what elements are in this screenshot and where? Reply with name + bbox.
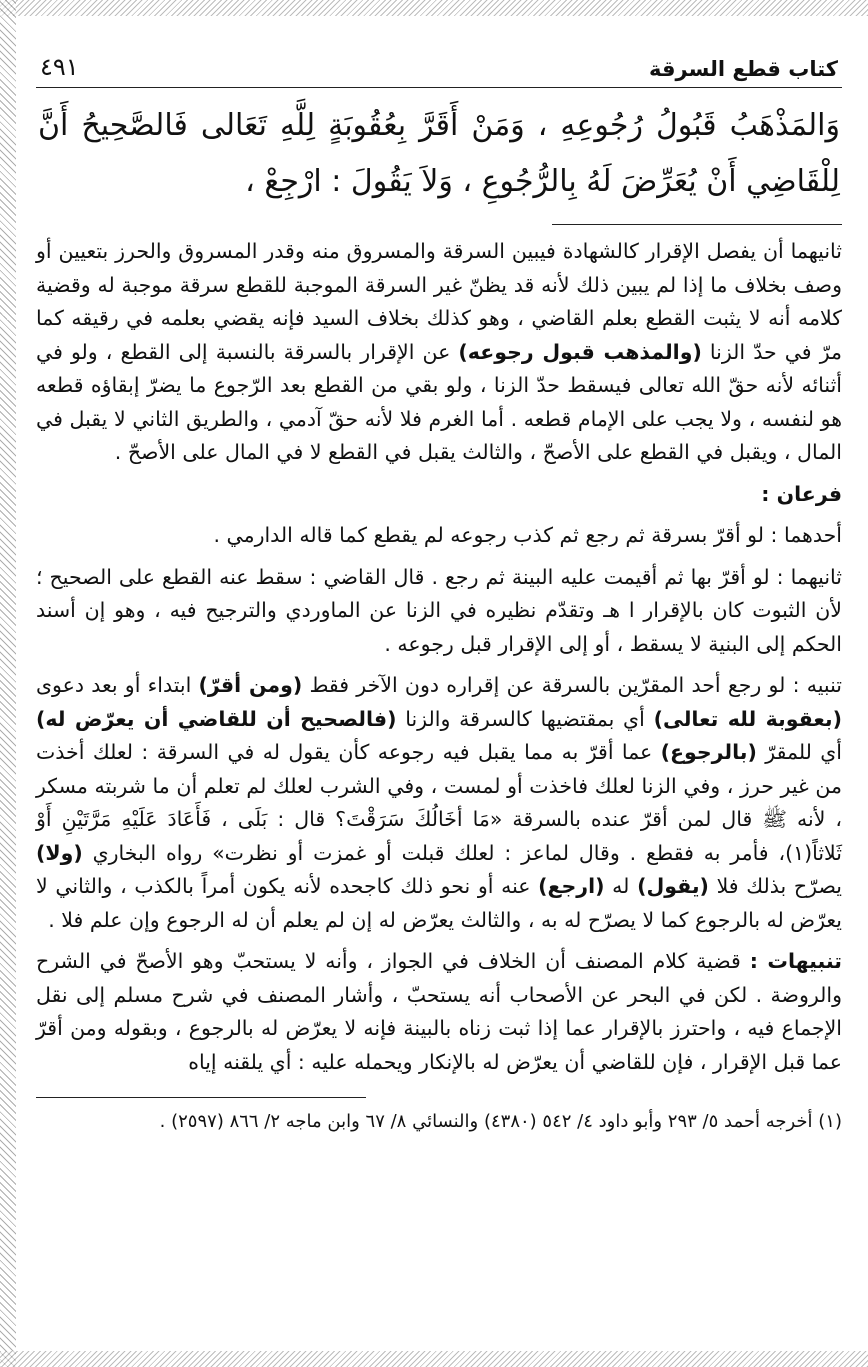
text-span: عما أقرّ به مما يقبل فيه رجوعه كأن يقول له في السرقة : لعلك أخذت من غير حرز ، وفي الزنا لعلك فاخذت أو لمست ، وفي الشرب لعلك لم تعلم أن ما شربته مسكر ، لأنه ﷺ قال لمن أقرّ عنده بالسرقة «مَا أخَالُكَ سَرَقْتَ؟ قال : بَلَى ، فَأَعَادَ عَلَيْهِ مَرَّتَيْنِ أَوْ ثَلاثاً(١)، فأمر به فقطع . وقال لماعز : لعلك قبلت أو غمزت أو نظرت» رواه البخاري — [36, 740, 842, 865]
page-number: ٤٩١ — [40, 53, 79, 81]
quoted-matn: (والمذهب قبول رجوعه) — [458, 339, 702, 364]
quoted-matn: (ولا) — [36, 840, 83, 865]
text-span: ابتداء أو بعد دعوى — [36, 673, 192, 697]
commentary-paragraph-5 — [36, 945, 842, 1079]
quoted-matn: (يقول) — [637, 874, 709, 898]
text-span: عن الإقرار بالسرقة بالنسبة إلى القطع ، ولو في أثنائه لأنه حقّ الله تعالى فيسقط حدّ الزنا ، ولو بقي من القطع بعد الرّجوع ما يضرّ إبقاؤه قطعه هو لنفسه ، ولا يجب على الإمام قطعه . أما الغرم فلا لأنه حقّ آدمي ، والطريق الثاني لا يقبل في المال ، ويقبل في القطع على الأصحّ ، والثالث يقبل في القطع لا في المال على الأصحّ . — [36, 339, 842, 464]
note-label: تنبيهات : — [749, 949, 842, 973]
footnote: (١) أخرجه أحمد ٥/ ٢٩٣ وأبو داود ٤/ ٥٤٢ (٤٣٨٠) والنسائي ٨/ ٦٧ وابن ماجه ٢/ ٨٦٦ (٢٥٩٧) . — [159, 1111, 842, 1132]
decorative-border-bottom — [0, 1351, 868, 1367]
text-span: تنبيه : لو رجع أحد المقرّين بالسرقة عن إقراره دون الآخر فقط — [309, 673, 842, 697]
text-span: ثانيهما أن يفصل الإقرار كالشهادة فيبين السرقة والمسروق منه وقدر المسروق والحرز بتعيين أو وصف بخلاف ما إذا لم يبين ذلك لأنه قد يظنّ غير السرقة الموجبة للقطع سرقة موجبة له وقضية كلامه أنه لا يثبت القطع بعلم القاضي ، وهو كذلك بخلاف السيد فإنه يقضي بعلمه في رقيقه كما مرّ في حدّ الزنا — [36, 239, 842, 364]
text-span: أي للمقرّ — [765, 740, 842, 764]
quoted-matn: (بالرجوع) — [660, 740, 757, 764]
commentary-paragraph-4 — [36, 669, 842, 937]
text-span: عنه أو نحو ذلك كاجحده لأنه يكون أمراً بالكذب ، والثاني لا يعرّض له بالرجوع كما لا يصرّح له به ، والثالث يعرّض له إن لم يعلم أن له الرجوع وإن علم فلا . — [36, 874, 842, 932]
quoted-matn: (فالصحيح أن للقاضي أن يعرّض له) — [36, 706, 397, 731]
footnote-separator — [36, 1097, 366, 1098]
text-span: قضية كلام المصنف أن الخلاف في الجواز ، وأنه لا يستحبّ وهو الأصحّ في الشرح والروضة . لكن في البحر عن الأصحاب أنه يستحبّ ، وأشار المصنف في شرح مسلم إلى نقل الإجماع فيه ، واحترز بالإقرار عما إذا ثبت زناه بالبينة فإنه لا يعرّض له بالرجوع ، وبقوله ومن أقرّ عما قبل الإقرار ، فإن للقاضي أن يعرّض له بالإنكار ويحمله عليه : أي يلقنه إياه — [36, 949, 842, 1074]
heading-text: فرعان : — [761, 481, 842, 506]
text-span: يصرّح بذلك فلا — [716, 874, 842, 898]
commentary-paragraph-2: أحدهما : لو أقرّ بسرقة ثم رجع ثم كذب رجوعه لم يقطع كما قاله الدارمي . — [213, 523, 842, 547]
commentary-paragraph-1 — [36, 235, 842, 470]
main-text: وَالمَذْهَبُ قَبُولُ رُجُوعِهِ ، وَمَنْ أَقَرَّ بِعُقُوبَةٍ لِلَّهِ تَعَالى فَالصَّحِيحُ أَنَّ لِلْقَاضِي أَنْ يُعَرِّضَ لَهُ بِالرُّجُوعِ ، وَلاَ يَقُولَ : ارْجِعْ ، — [38, 108, 840, 199]
commentary — [36, 235, 842, 1079]
text-span: أي بمقتضيها كالسرقة والزنا — [405, 706, 645, 731]
separator-line — [552, 224, 842, 225]
page-body — [36, 50, 842, 1136]
text-span: له — [612, 874, 630, 898]
commentary-paragraph-3: ثانيهما : لو أقرّ بها ثم أقيمت عليه البينة ثم رجع . قال القاضي : سقط عنه القطع على الصحيح ؛ لأن الثبوت كان بالإقرار ا هـ وتقدّم نظيره في الزنا عن الماوردي والترجيح فيه ، وهو إن أسند الحكم إلى البنية لا يسقط ، أو إلى الإقرار قبل رجوعه . — [36, 564, 842, 656]
quoted-matn: (ارجع) — [538, 874, 605, 898]
decorative-border-left — [0, 0, 16, 1367]
quoted-matn: (ومن أقرّ) — [198, 673, 303, 697]
quoted-matn: (بعقوبة لله تعالى) — [653, 706, 842, 731]
book-title: كتاب قطع السرقة — [649, 57, 838, 81]
decorative-border-top — [0, 0, 868, 16]
page-header — [36, 50, 842, 88]
section-heading — [36, 478, 842, 512]
